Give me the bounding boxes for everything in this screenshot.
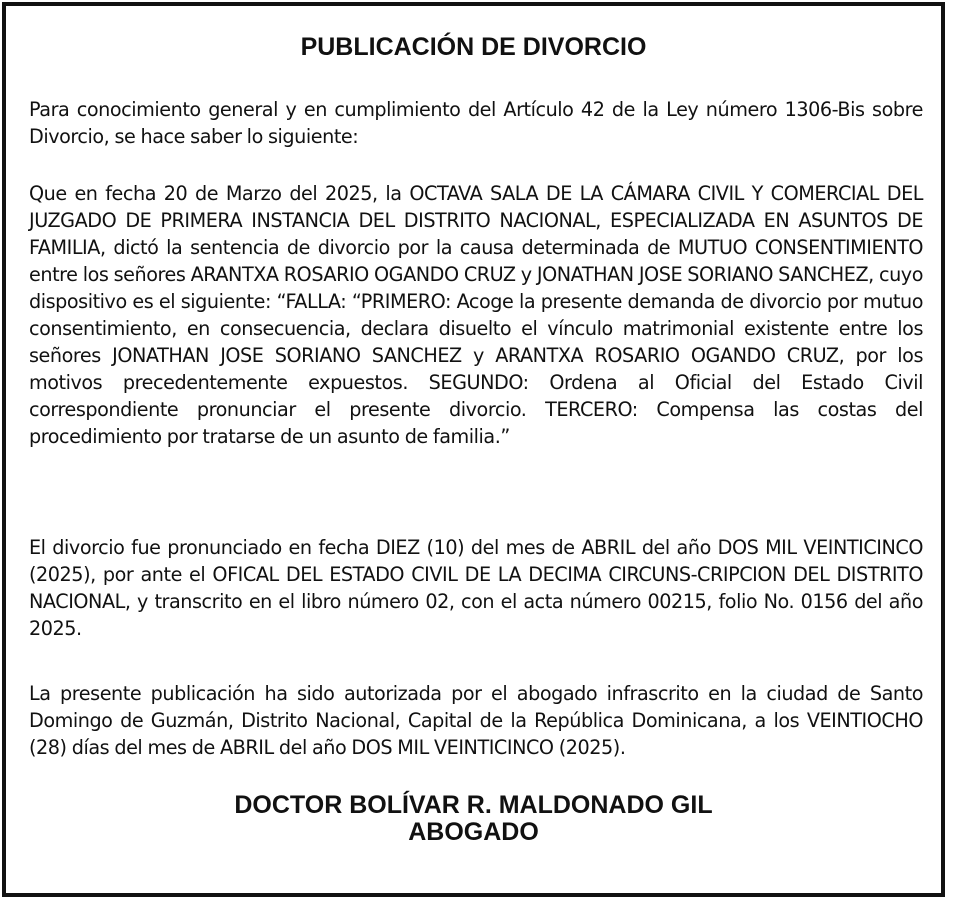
notice-frame	[2, 2, 945, 897]
notice-title: PUBLICACIÓN DE DIVORCIO	[300, 33, 647, 61]
intro-paragraph: Para conocimiento general y en cumplimiento del Artículo 42 de la Ley número 1306-Bis sobre Divorcio, se hace saber lo siguiente:	[29, 98, 923, 148]
signatory-name: DOCTOR BOLÍVAR R. MALDONADO GIL	[234, 791, 713, 819]
pronouncement-paragraph: El divorcio fue pronunciado en fecha DIEZ (10) del mes de ABRIL del año DOS MIL VEINTICINCO (2025), por ante el OFICAL DEL ESTADO CIVIL DE LA DECIMA CIRCUNS-CRIPCION DEL DISTRITO NACIONAL, y transcrito en el libro número 02, con el acta número 00215, folio No. 0156 del año 2025.	[29, 536, 923, 640]
signatory-role: ABOGADO	[408, 818, 539, 846]
ruling-paragraph: Que en fecha 20 de Marzo del 2025, la OCTAVA SALA DE LA CÁMARA CIVIL Y COMERCIAL DEL JUZGADO DE PRIMERA INSTANCIA DEL DISTRITO NACIONAL, ESPECIALIZADA EN ASUNTOS DE FAMILIA, dictó la sentencia de divorcio por la causa determinada de MUTUO CONSENTIMIENTO entre los señores ARANTXA ROSARIO OGANDO CRUZ y JONATHAN JOSE SORIANO SANCHEZ, cuyo dispositivo es el siguiente: “FALLA: “PRIMERO: Acoge la presente demanda de divorcio por mutuo consentimiento, en consecuencia, declara disuelto el vínculo matrimonial existente entre los señores JONATHAN JOSE SORIANO SANCHEZ y ARANTXA ROSARIO OGANDO CRUZ, por los motivos precedentemente expuestos. SEGUNDO: Ordena al Oficial del Estado Civil correspondiente pronunciar el presente divorcio. TERCERO: Compensa las costas del procedimiento por tratarse de un asunto de familia.”	[29, 182, 923, 448]
authorization-paragraph: La presente publicación ha sido autorizada por el abogado infrascrito en la ciudad de Santo Domingo de Guzmán, Distrito Nacional, Capital de la República Dominicana, a los VEINTIOCHO (28) días del mes de ABRIL del año DOS MIL VEINTICINCO (2025).	[29, 682, 923, 759]
